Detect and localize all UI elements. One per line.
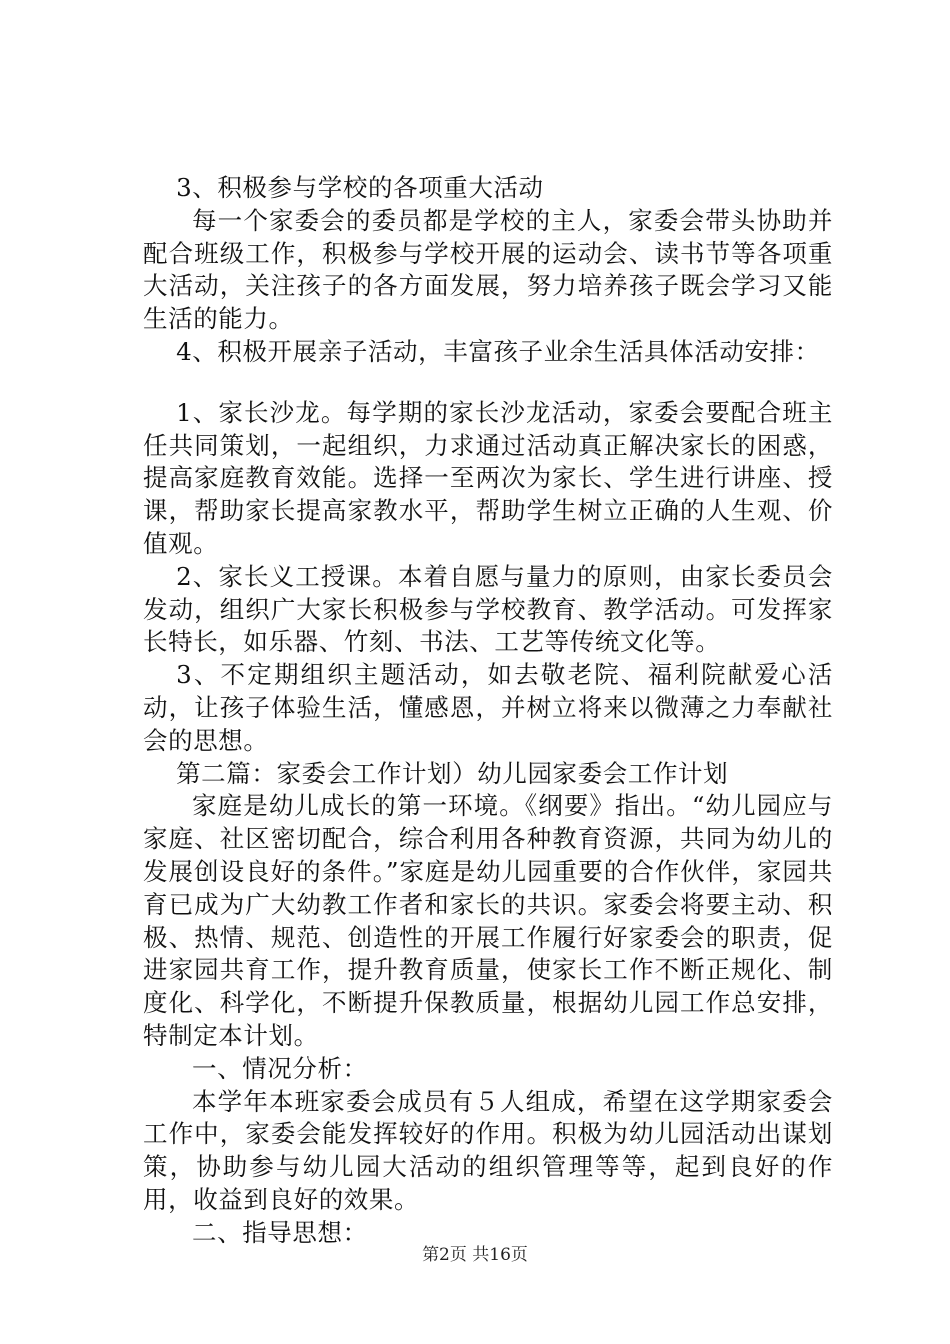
paragraph-parent-salon: 1、家长沙龙。每学期的家长沙龙活动，家委会要配合班主任共同策划，一起组织，力求通过活动真正解决家长的困惑，提高家庭教育效能。选择一至两次为家长、学生进行讲座、授课，帮助家长提高家教水平，帮助学生树立正确的人生观、价值观。 [143,397,833,558]
paragraph-analysis: 本学年本班家委会成员有５人组成，希望在这学期家委会工作中，家委会能发挥较好的作用。积极为幼儿园活动出谋划策，协助参与幼儿园大活动的组织管理等等，起到良好的作用，收益到良好的效果。 [143,1086,833,1214]
document-body [143,172,833,1250]
page-number: 第2页 共16页 [422,1245,528,1265]
chapter-title: 第二篇：家委会工作计划）幼儿园家委会工作计划 [176,758,729,788]
paragraph-committee-participation: 每一个家委会的委员都是学校的主人，家委会带头协助并配合班级工作，积极参与学校开展的运动会、读书节等各项重大活动，关注孩子的各方面发展，努力培养孩子既会学习又能生活的能力。 [143,205,833,334]
section-heading-activities: 3、积极参与学校的各项重大活动 [176,173,544,202]
paragraph-spacer [143,369,833,397]
paragraph-theme-activities: 3、不定期组织主题活动，如去敬老院、福利院献爱心活动，让孩子体验生活，懂感恩，并树立将来以微薄之力奉献社会的思想。 [143,660,833,755]
paragraph-volunteer-teaching: 2、家长义工授课。本着自愿与量力的原则，由家长委员会发动，组织广大家长积极参与学校教育、教学活动。可发挥家长特长，如乐器、竹刻、书法、工艺等传统文化等。 [143,561,833,657]
section-heading-parent-child: 4、积极开展亲子活动，丰富孩子业余生活具体活动安排： [176,336,820,366]
section-heading-analysis: 一、情况分析： [192,1053,368,1083]
section-heading-guiding-thought: 二、指导思想： [192,1217,368,1247]
paragraph-family-environment: 家庭是幼儿成长的第一环境。《纲要》指出。“幼儿园应与家庭、社区密切配合，综合利用各种教育资源，共同为幼儿的发展创设良好的条件。”家庭是幼儿园重要的合作伙伴，家园共育已成为广大幼教工作者和家长的共识。家委会将要主动、积极、热情、规范、创造性的开展工作履行好家委会的职责，促进家园共育工作，提升教育质量，使家长工作不断正规化、制度化、科学化，不断提升保教质量，根据幼儿园工作总安排，特制定本计划。 [143,791,833,1050]
